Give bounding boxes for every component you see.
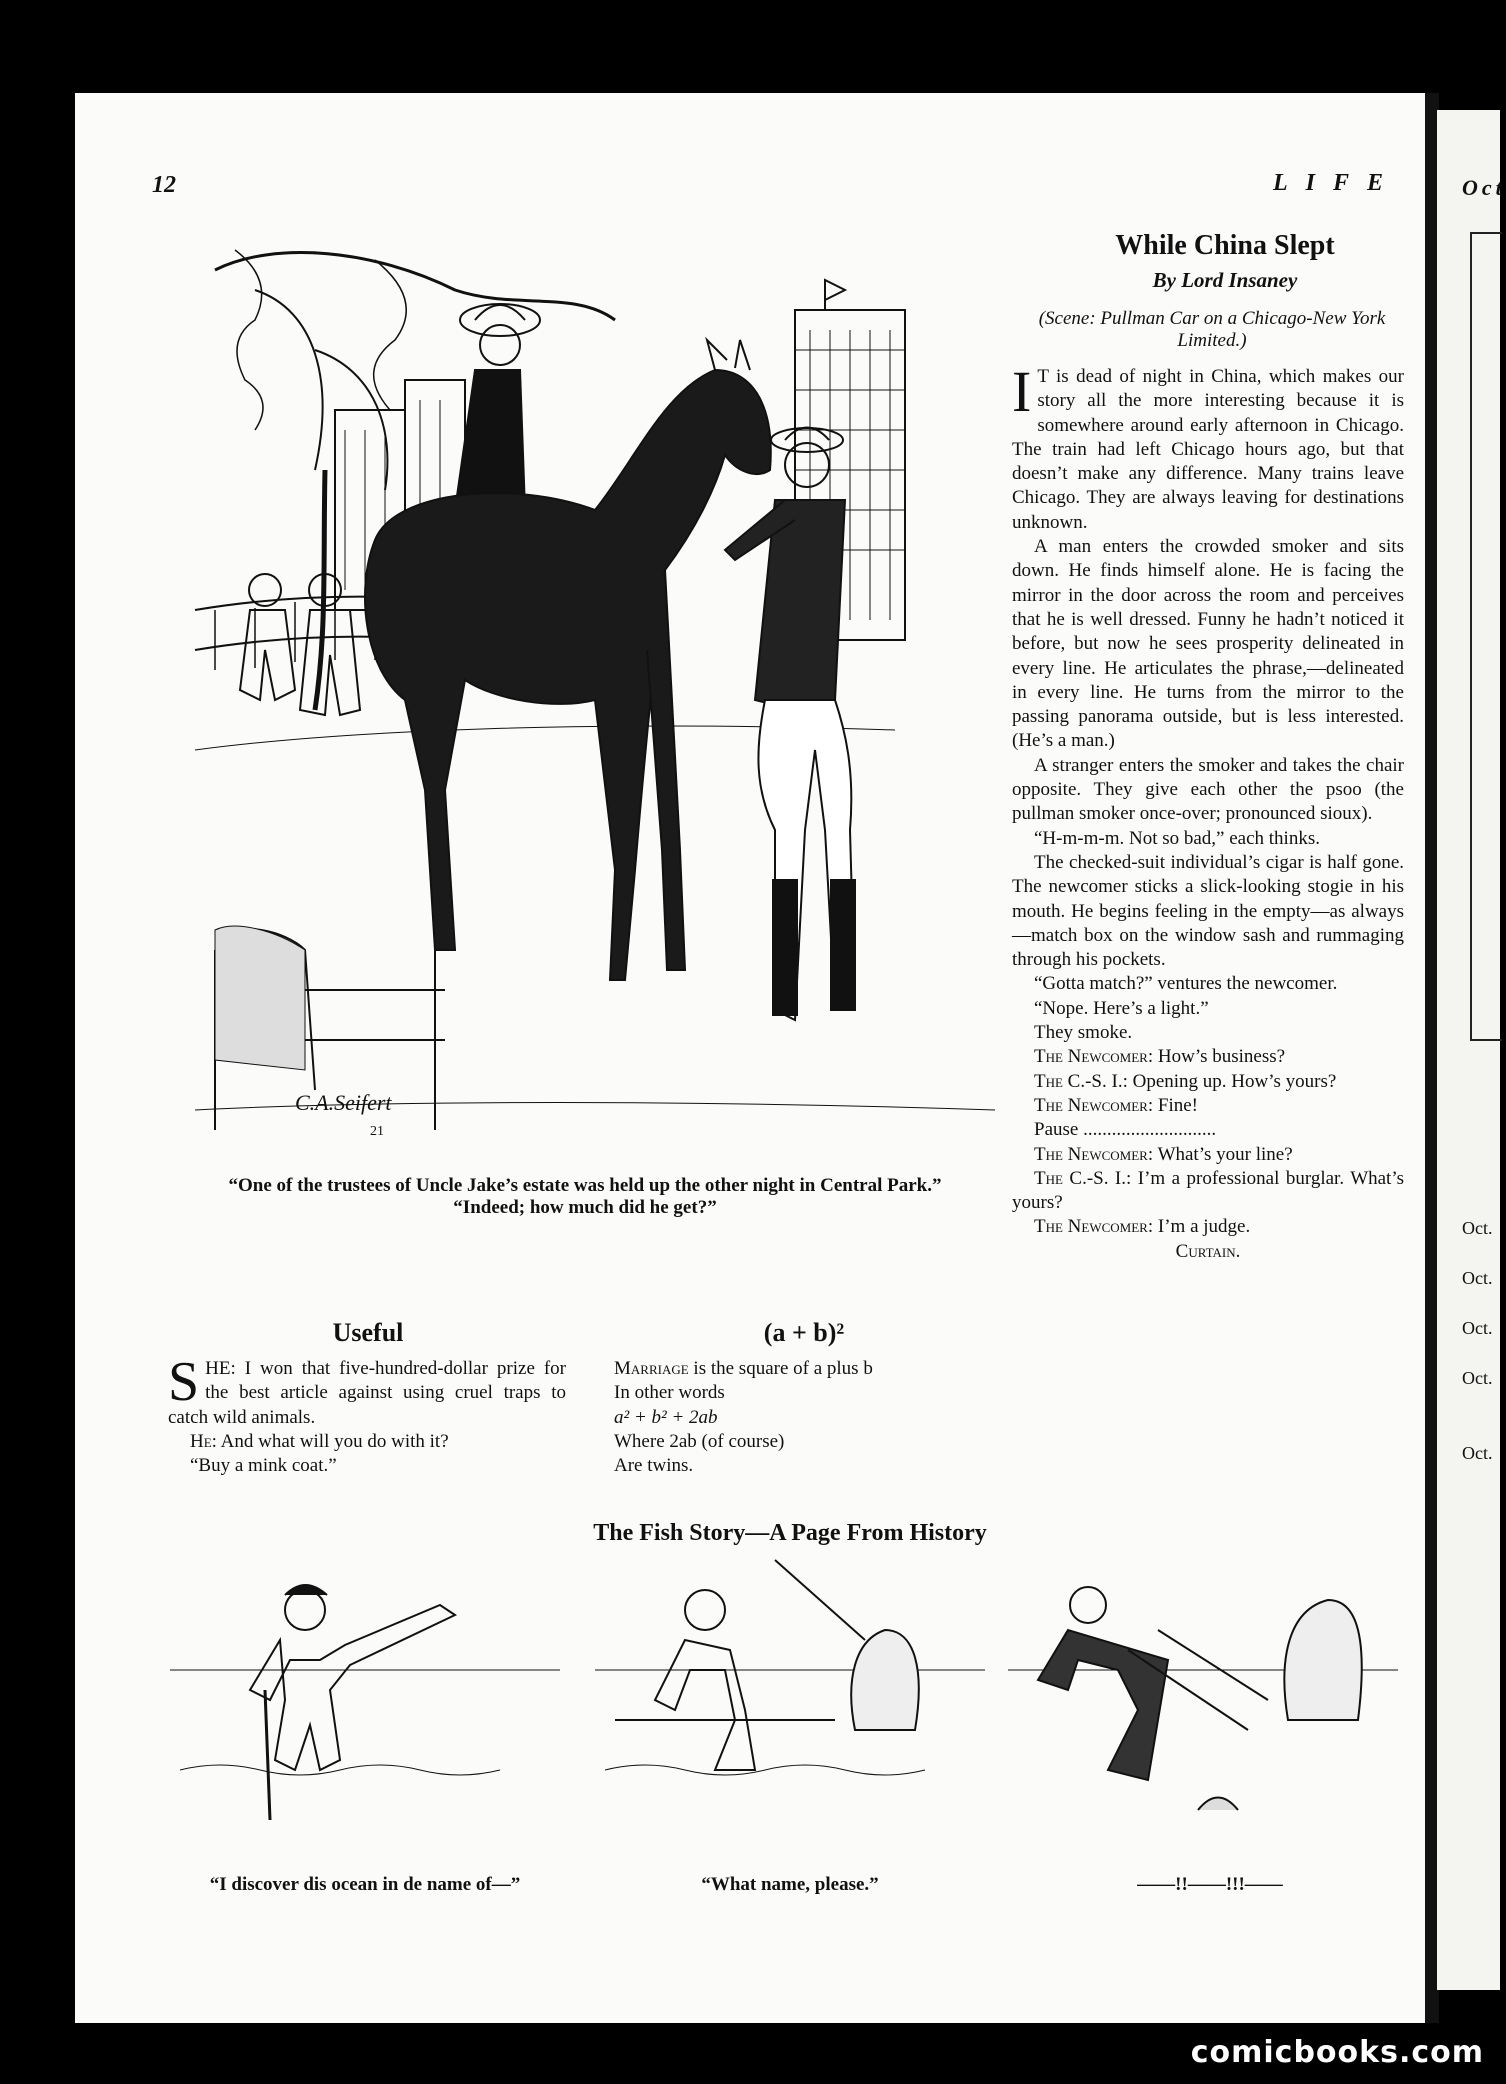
ab-line-5: Are twins. [614,1455,694,1477]
cartoon-caption [175,1175,995,1219]
dialogue-line: The C.-S. I.: Opening up. How’s yours? [1034,1070,1337,1092]
fish-panel-1 [170,1560,560,1850]
ab-line-1: Marriage is the square of a plus b [614,1358,873,1379]
fish-caption-3: ——!!——!!!—— [1137,1874,1283,1895]
fish-panel-2 [595,1560,985,1850]
story-body [1012,359,1405,1264]
facing-running-head: Oct [1462,175,1506,200]
ab-line-3: a² + b² + 2ab [614,1406,718,1428]
site-watermark: comicbooks.com [1190,2035,1484,2070]
fish-panel-3 [1008,1560,1398,1850]
facing-date-2: Oct. [1462,1268,1493,1288]
fish-caption-2: “What name, please.” [701,1874,879,1895]
fish-caption-1: “I discover dis ocean in de name of—” [209,1874,521,1895]
running-head: LIFE [1273,170,1402,196]
dialogue-line: The Newcomer: I’m a judge. [1034,1216,1251,1238]
story-paragraph-6: “Gotta match?” ventures the newcomer. [1034,973,1338,995]
story-title: While China Slept [1115,230,1335,261]
story-paragraph-2: A man enters the crowded smoker and sits down. He finds himself alone. He is facing the mirror in the door across the room and perceives that he is well dressed. Funny he hadn’t noticed it before, but now he sees prosperity delineated in every line. He articulates the phrase,—delineated in every line. He turns from the mirror to the passing panorama outside, but is less interested. (He’s a man.) [1012,536,1404,752]
useful-column [168,1351,567,1478]
ab-squared-column [614,1357,994,1478]
pause-line: Pause ............................ [1034,1119,1217,1141]
signature-year: 21 [370,1124,384,1139]
ab-line-2: In other words [614,1382,725,1404]
useful-he-line: He: And what will you do with it? [190,1430,449,1452]
story-paragraph-7: “Nope. Here’s a light.” [1034,997,1209,1019]
facing-date-4: Oct. [1462,1368,1493,1388]
useful-title: Useful [332,1318,404,1347]
facing-date-3: Oct. [1462,1318,1493,1338]
curtain-line: Curtain. [1175,1240,1241,1262]
dialogue-line: The Newcomer: What’s your line? [1034,1143,1293,1165]
fish-story-title: The Fish Story—A Page From History [593,1520,987,1546]
dialogue-line: The C.-S. I.: I’m a professional burglar. What’s yours? [1012,1167,1405,1214]
story-paragraph-1: I T is dead of night in China, which makes our story all the more interesting because it is somewhere around early afternoon in Chicago. The train had left Chicago hours ago, but that doesn’t make any difference. Many trains leave Chicago. They are always leaving for destinations unknown. [1012,359,1404,533]
ab-squared-title: (a + b)² [763,1318,845,1347]
ab-line-4: Where 2ab (of course) [614,1430,785,1452]
facing-date-5: Oct. [1462,1443,1493,1463]
drop-cap-i: I [1012,359,1032,424]
caption-line-1: “One of the trustees of Uncle Jake’s estate was held up the other night in Central Park.” [228,1175,942,1196]
story-scene: (Scene: Pullman Car on a Chicago-New York Limited.) [1038,308,1386,351]
dialogue-line: The Newcomer: How’s business? [1034,1046,1286,1068]
artist-signature: C.A.Seifert [295,1090,392,1115]
useful-she-line: SHE: I won that five-hundred-dollar prize for the best article against using cruel traps to catch wild animals. [168,1351,567,1428]
story-paragraph-5: The checked-suit individual’s cigar is half gone. The newcomer sticks a slick-looking stogie in his mouth. He begins feeling in the empty—as always—match box on the window sash and rummaging through his pockets. [1012,851,1404,971]
story-byline: By Lord Insaney [1152,268,1298,292]
facing-date-1: Oct. [1462,1218,1493,1238]
story-paragraph-3: A stranger enters the smoker and takes the chair opposite. They give each other the psoo (the pullman smoker once-over; pronounced sioux). [1012,754,1404,825]
dialogue-line: The Newcomer: Fine! [1034,1094,1198,1116]
useful-reply: “Buy a mink coat.” [190,1455,337,1477]
page-number: 12 [152,172,176,198]
caption-line-2: “Indeed; how much did he get?” [453,1197,717,1218]
facing-page-frame [1470,232,1502,1041]
horse-rider-illustration [195,230,995,1150]
story-paragraph-8: They smoke. [1034,1022,1133,1044]
story-paragraph-4: “H-m-m-m. Not so bad,” each thinks. [1034,827,1320,849]
drop-cap-s: S [168,1351,200,1413]
